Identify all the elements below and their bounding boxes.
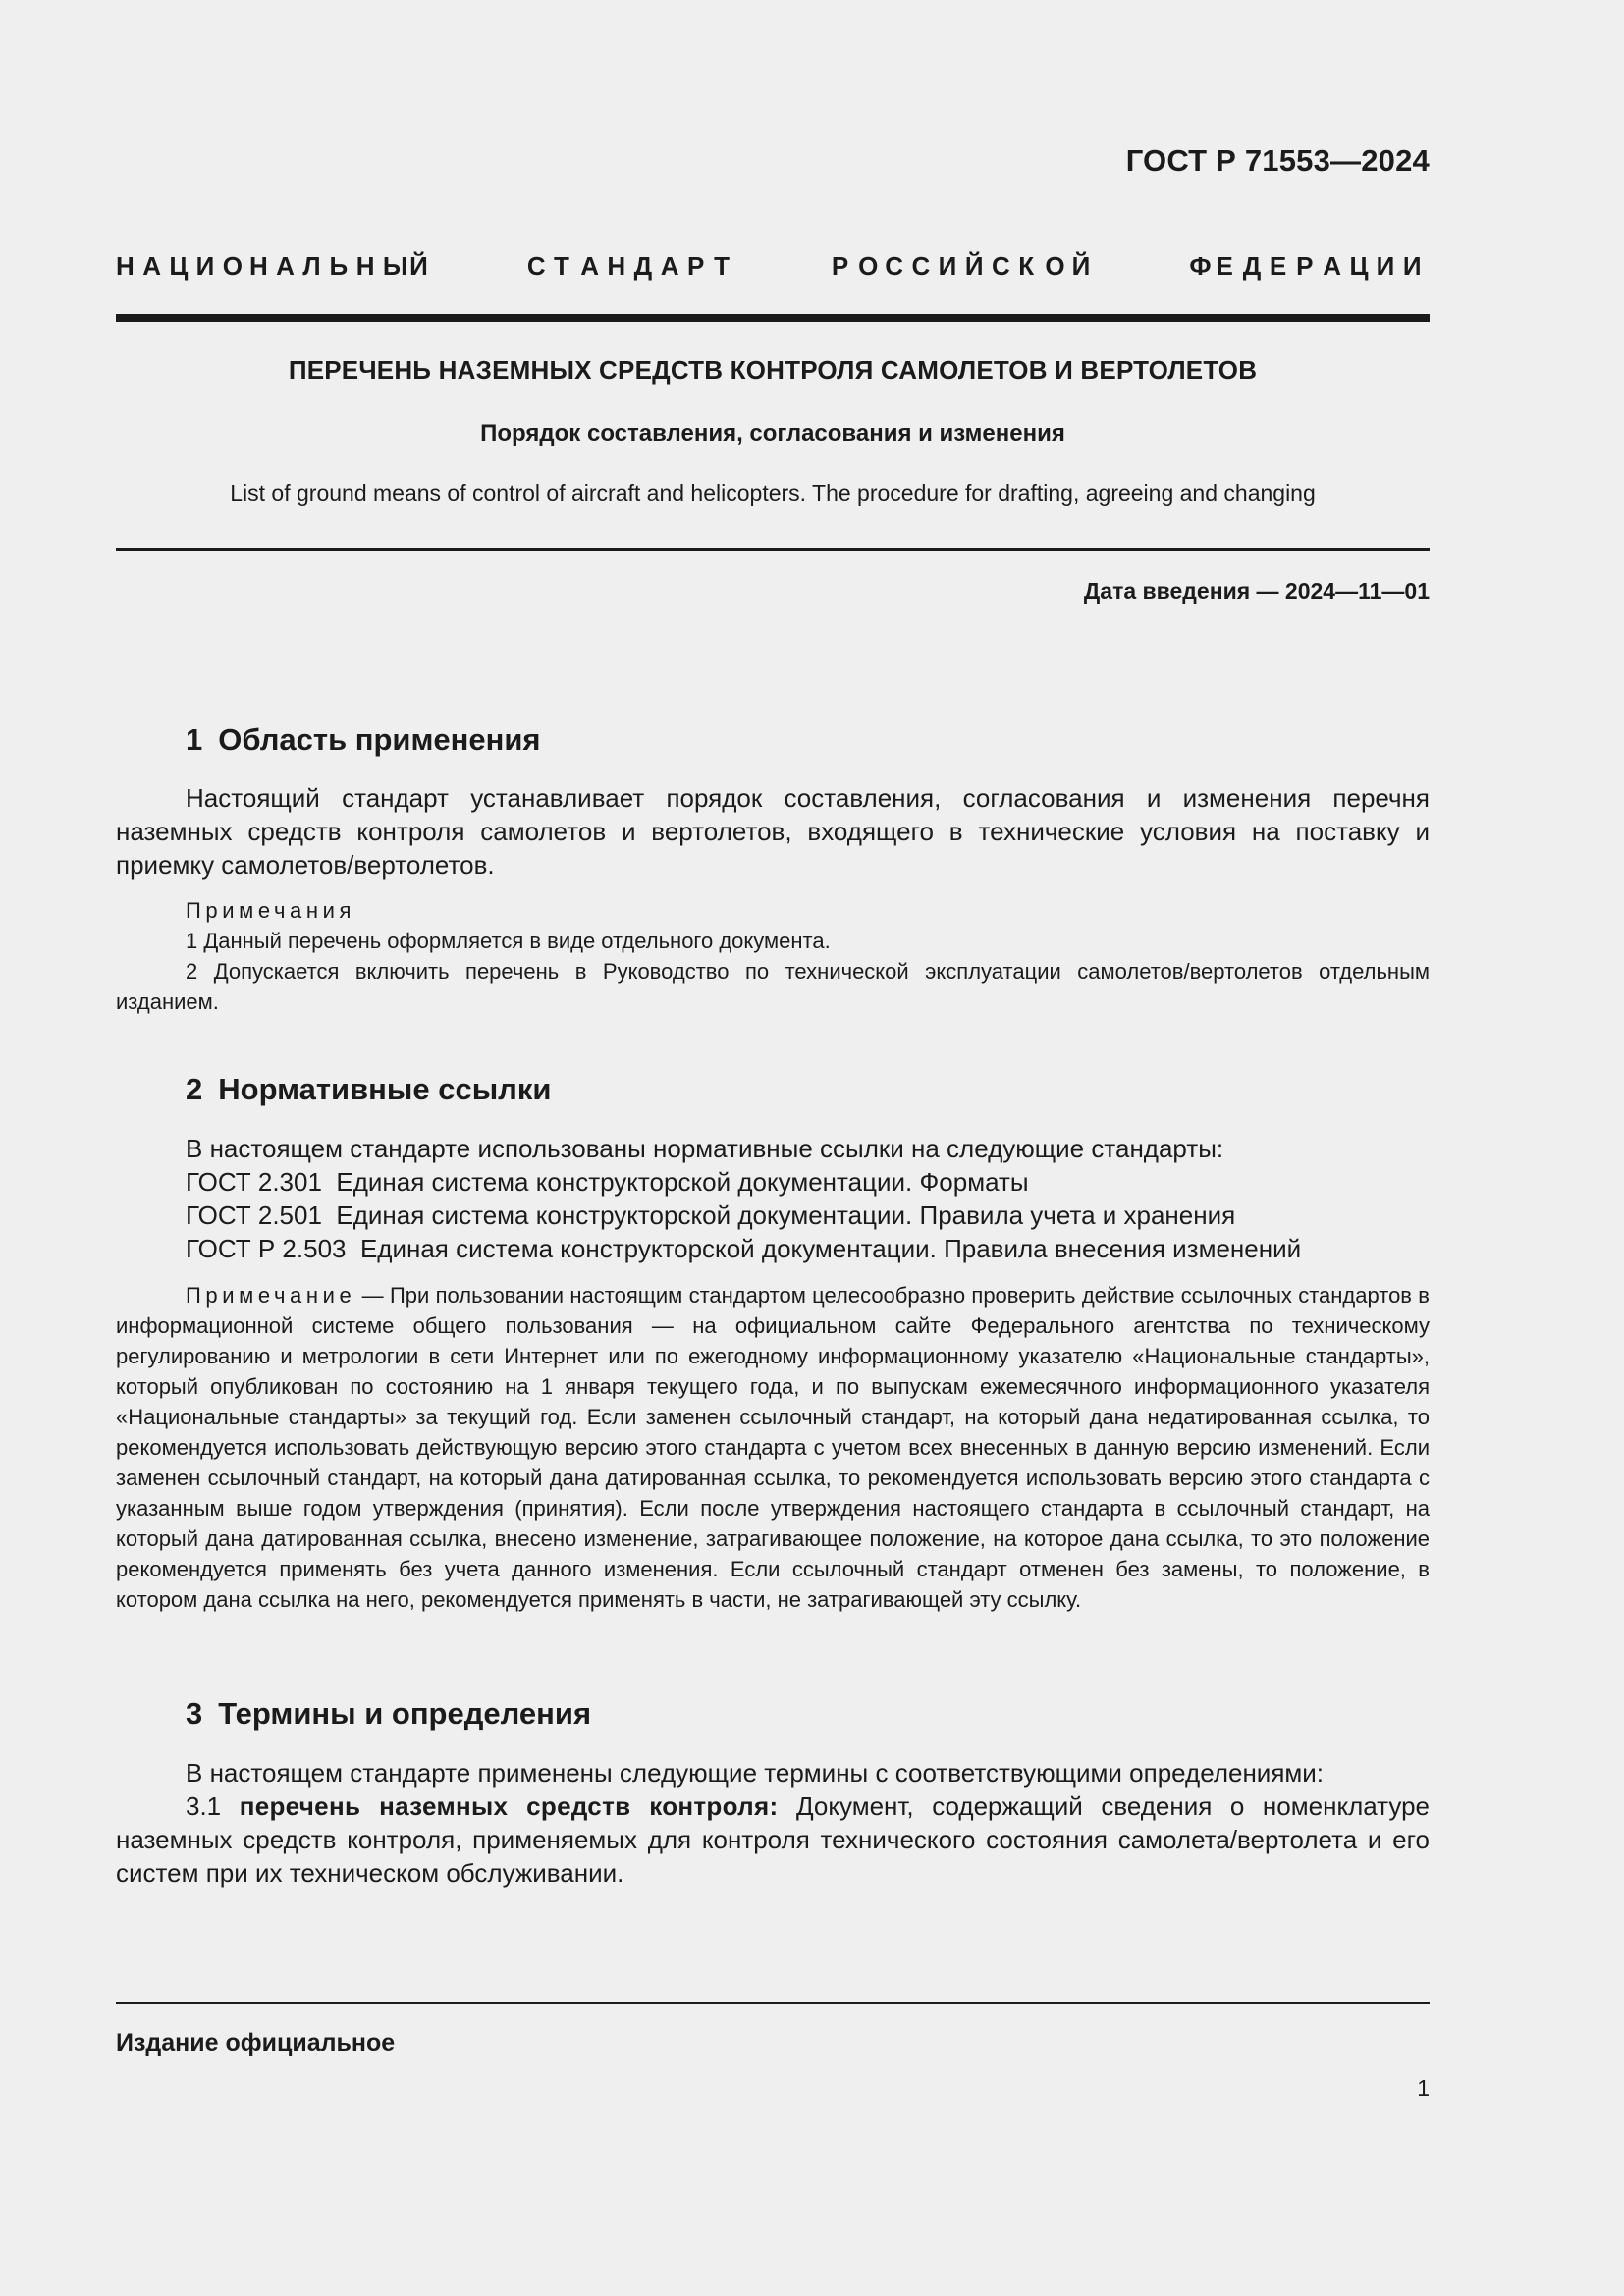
section-2-heading [186, 1072, 551, 1107]
national-standard-banner [116, 251, 1430, 282]
term-definition [116, 1789, 1430, 1890]
document-subtitle: Порядок составления, согласования и изменения [480, 420, 1065, 447]
term-definition-text: Документ, содержащий сведения о номенклатуре наземных средств контроля, применяемых для контроля технического состояния самолета/вертолета и его систем при их техническом обслуживании. [116, 1791, 1430, 1888]
section-number: 1 [186, 722, 203, 757]
reference-code: ГОСТ 2.301 [186, 1167, 322, 1197]
document-english-title: List of ground means of control of aircraft and helicopters. The procedure for drafting, agreeing and changing [230, 480, 1316, 506]
header-thick-rule [116, 314, 1430, 322]
official-edition-label: Издание официальное [116, 2029, 396, 2056]
introduction-date: Дата введения — 2024—11—01 [1083, 578, 1430, 604]
section-1-text: Настоящий стандарт устанавливает порядок составления, согласования и изменения перечня наземных средств контроля самолетов и вертолетов, входящего в технические условия на поставку и приемку самолетов/вертолетов. [116, 783, 1430, 880]
term-name: перечень наземных средств контроля: [239, 1791, 779, 1821]
reference-title: Единая система конструкторской документации. Правила внесения изменений [359, 1234, 1302, 1263]
document-title: ПЕРЕЧЕНЬ НАЗЕМНЫХ СРЕДСТВ КОНТРОЛЯ САМОЛЕТОВ И ВЕРТОЛЕТОВ [288, 355, 1258, 385]
note-item: 1 Данный перечень оформляется в виде отдельного документа. [186, 929, 831, 953]
section-title: Область применения [218, 722, 541, 757]
section-1-heading [186, 722, 541, 758]
banner-word: С Т А Н Д А Р Т [526, 251, 731, 281]
note-item: 2 Допускается включить перечень в Руководство по технической эксплуатации самолетов/вертолетов отдельным изданием. [116, 959, 1430, 1014]
banner-word: Н А Ц И О Н А Л Ь Н Ы Й [116, 251, 428, 281]
reference-item [186, 1165, 1029, 1199]
section-number: 3 [186, 1696, 203, 1731]
reference-item [186, 1232, 1301, 1265]
reference-title: Единая система конструкторской документации. Правила учета и хранения [336, 1201, 1236, 1230]
page-number: 1 [1417, 2075, 1430, 2101]
reference-title: Единая система конструкторской документации. Форматы [336, 1167, 1029, 1197]
section-title: Нормативные ссылки [218, 1072, 552, 1106]
references-note [116, 1280, 1430, 1615]
section-title: Термины и определения [218, 1696, 592, 1731]
references-intro: В настоящем стандарте использованы нормативные ссылки на следующие стандарты: [186, 1134, 1224, 1163]
document-number: ГОСТ Р 71553—2024 [1125, 143, 1430, 178]
banner-word: Р О С С И Й С К О Й [831, 251, 1091, 281]
note-label: Примечание [186, 1283, 356, 1308]
terms-intro: В настоящем стандарте применены следующие термины с соответствующими определениями: [186, 1758, 1325, 1788]
banner-word: Ф Е Д Е Р А Ц И И [1189, 251, 1422, 281]
reference-item [186, 1199, 1235, 1232]
note-text: — При пользовании настоящим стандартом целесообразно проверить действие ссылочных стандартов в информационной системе общего пользования — на официальном сайте Федерального агентства по техническому регулированию и метрологии в сети Интернет или по ежегодному информационному указателю «Национальные стандарты», который опубликован по состоянию на 1 января текущего года, и по выпускам ежемесячного информационного указателя «Национальные стандарты» за текущий год. Если заменен ссылочный стандарт, на который дана недатированная ссылка, то рекомендуется использовать действующую версию этого стандарта с учетом всех внесенных в данную версию изменений. Если заменен ссылочный стандарт, на который дана датированная ссылка, то рекомендуется использовать версию этого стандарта с указанным выше годом утверждения (принятия). Если после утверждения настоящего стандарта в ссылочный стандарт, на который дана датированная ссылка, внесено изменение, затрагивающее положение, на которое дана ссылка, то это положение рекомендуется применять без учета данного изменения. Если ссылочный стандарт отменен без замены, то положение, в котором дана ссылка на него, рекомендуется применять в части, не затрагивающей эту ссылку. [116, 1283, 1430, 1612]
term-number: 3.1 [186, 1791, 222, 1821]
document-page [116, 0, 1430, 2296]
reference-code: ГОСТ 2.501 [186, 1201, 322, 1230]
section-number: 2 [186, 1072, 203, 1106]
reference-code: ГОСТ Р 2.503 [186, 1234, 347, 1263]
footer-rule [116, 2002, 1430, 2004]
title-bottom-rule [116, 548, 1430, 551]
notes-label: Примечания [186, 898, 356, 923]
section-3-heading [186, 1696, 591, 1732]
